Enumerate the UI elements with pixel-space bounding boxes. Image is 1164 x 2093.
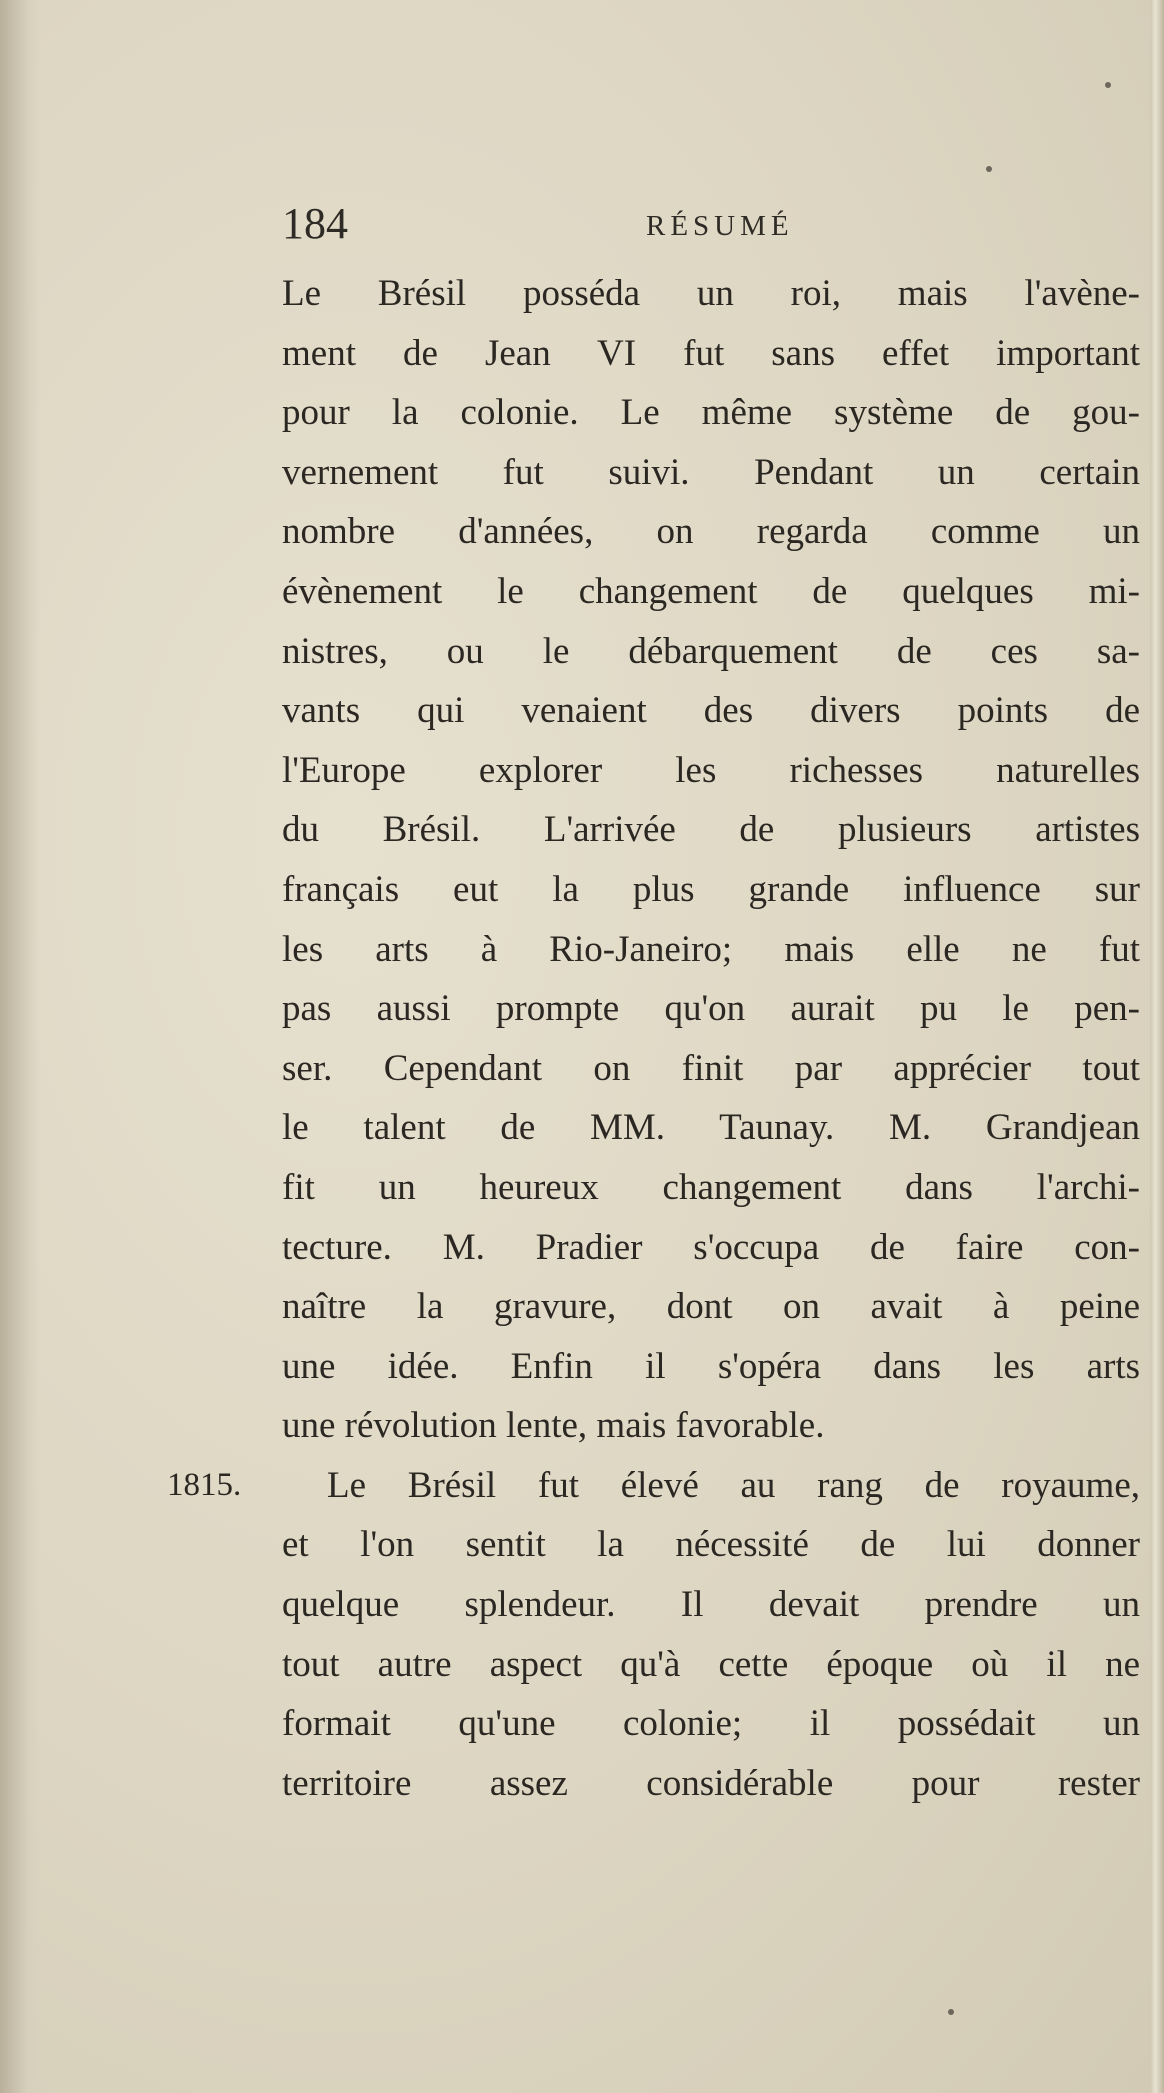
text-line: vernement fut suivi. Pendant un certain: [282, 451, 1140, 493]
text-line: et l'on sentit la nécessité de lui donner: [282, 1524, 1140, 1566]
text-line: évènement le changement de quelques mi-: [282, 570, 1140, 612]
text-line-content: Le Brésil fut élevé au rang de royaume,: [327, 1464, 1140, 1506]
binding-gutter: [0, 0, 40, 2093]
text-line: ser. Cependant on finit par apprécier tout: [282, 1047, 1140, 1089]
text-line: vants qui venaient des divers points de: [282, 690, 1140, 732]
text-line: quelque splendeur. Il devait prendre un: [282, 1584, 1140, 1626]
paper-speck: [1105, 82, 1111, 88]
text-line: du Brésil. L'arrivée de plusieurs artistes: [282, 809, 1140, 851]
page-number: 184: [282, 199, 348, 248]
text-line: Le Brésil posséda un roi, mais l'avène-: [282, 273, 1140, 314]
running-head: RÉSUMÉ: [646, 210, 794, 242]
text-line: le talent de MM. Taunay. M. Grandjean: [282, 1107, 1140, 1149]
paper-speck: [948, 2009, 954, 2015]
text-line: territoire assez considérable pour rester: [282, 1762, 1140, 1804]
text-line: pour la colonie. Le même système de gou-: [282, 392, 1140, 434]
text-line: les arts à Rio-Janeiro; mais elle ne fut: [282, 928, 1140, 970]
page-edge: [1150, 0, 1164, 2093]
text-line: une idée. Enfin il s'opéra dans les arts: [282, 1345, 1140, 1387]
text-line: tout autre aspect qu'à cette époque où il ne: [282, 1643, 1140, 1685]
paper-speck: [986, 166, 992, 172]
text-line: l'Europe explorer les richesses naturelles: [282, 749, 1140, 791]
text-line: tecture. M. Pradier s'occupa de faire con-: [282, 1226, 1140, 1268]
text-line: français eut la plus grande influence sur: [282, 868, 1140, 910]
body-text: [167, 264, 1140, 1813]
text-line-paragraph-start: [167, 1456, 1140, 1516]
text-line: nistres, ou le débarquement de ces sa-: [282, 630, 1140, 672]
text-line: fit un heureux changement dans l'archi-: [282, 1166, 1140, 1208]
text-line: ment de Jean VI fut sans effet important: [282, 332, 1140, 374]
margin-date: 1815.: [167, 1466, 242, 1503]
text-line: formait qu'une colonie; il possédait un: [282, 1703, 1140, 1745]
page-header: [282, 198, 1024, 258]
text-line: pas aussi prompte qu'on aurait pu le pen-: [282, 988, 1140, 1030]
text-line: une révolution lente, mais favorable.: [282, 1405, 825, 1447]
text-line: naître la gravure, dont on avait à peine: [282, 1286, 1140, 1328]
text-line: nombre d'années, on regarda comme un: [282, 511, 1140, 553]
